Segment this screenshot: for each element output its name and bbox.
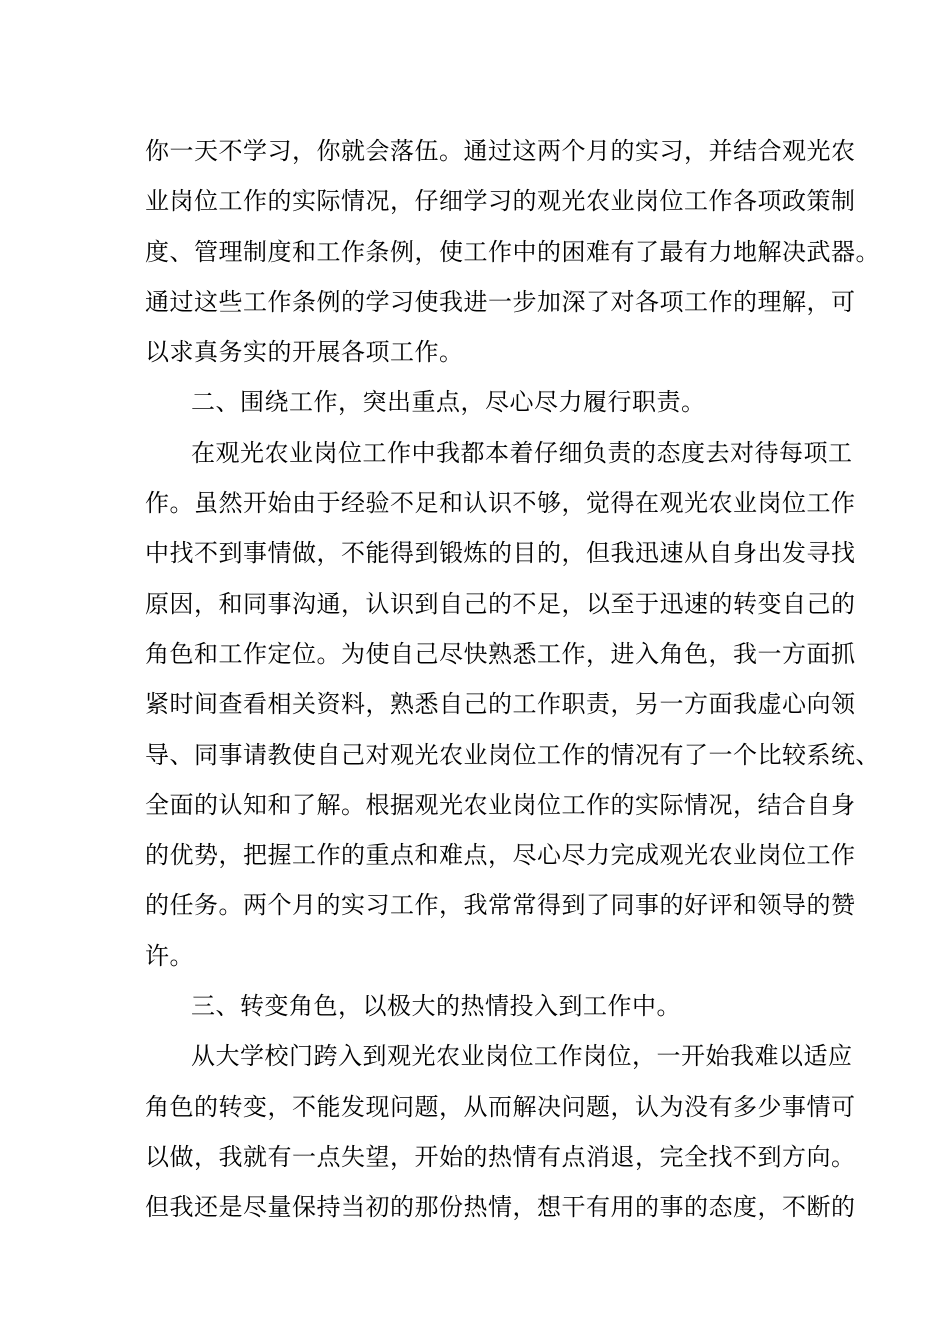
text-line-14: 全面的认知和了解。根据观光农业岗位工作的实际情况，结合自身	[145, 790, 856, 819]
text-line-1: 你一天不学习，你就会落伍。通过这两个月的实习，并结合观光农	[145, 137, 856, 165]
text-line-15: 的优势，把握工作的重点和难点，尽心尽力完成观光农业岗位工作	[145, 841, 856, 870]
text-line-19: 从大学校门跨入到观光农业岗位工作岗位，一开始我难以适应	[191, 1042, 853, 1071]
section-heading-3: 三、转变角色，以极大的热情投入到工作中。	[191, 992, 681, 1021]
text-line-11: 角色和工作定位。为使自己尽快熟悉工作，进入角色，我一方面抓	[145, 639, 856, 668]
text-line-20: 角色的转变，不能发现问题，从而解决问题，认为没有多少事情可	[145, 1092, 856, 1121]
text-line-8: 作。虽然开始由于经验不足和认识不够，觉得在观光农业岗位工作	[145, 489, 856, 518]
text-line-7: 在观光农业岗位工作中我都本着仔细负责的态度去对待每项工	[191, 438, 853, 467]
text-line-2: 业岗位工作的实际情况，仔细学习的观光农业岗位工作各项政策制	[145, 187, 856, 216]
text-line-10: 原因，和同事沟通，认识到自己的不足，以至于迅速的转变自己的	[145, 589, 856, 618]
text-line-17: 许。	[145, 941, 194, 970]
text-line-22: 但我还是尽量保持当初的那份热情，想干有用的事的态度，不断的	[145, 1193, 856, 1222]
text-line-9: 中找不到事情做，不能得到锻炼的目的，但我迅速从自身出发寻找	[145, 539, 856, 568]
text-line-3: 度、管理制度和工作条例，使工作中的困难有了最有力地解决武器。	[145, 237, 880, 266]
text-line-4: 通过这些工作条例的学习使我进一步加深了对各项工作的理解，可	[145, 287, 856, 316]
text-line-5: 以求真务实的开展各项工作。	[145, 338, 464, 367]
text-line-16: 的任务。两个月的实习工作，我常常得到了同事的好评和领导的赞	[145, 891, 856, 920]
text-line-13: 导、同事请教使自己对观光农业岗位工作的情况有了一个比较系统、	[145, 740, 880, 769]
text-line-21: 以做，我就有一点失望，开始的热情有点消退，完全找不到方向。	[145, 1142, 856, 1171]
section-heading-2: 二、围绕工作，突出重点，尽心尽力履行职责。	[191, 388, 706, 417]
document-body	[145, 126, 880, 1233]
text-line-12: 紧时间查看相关资料，熟悉自己的工作职责，另一方面我虚心向领	[145, 690, 856, 719]
